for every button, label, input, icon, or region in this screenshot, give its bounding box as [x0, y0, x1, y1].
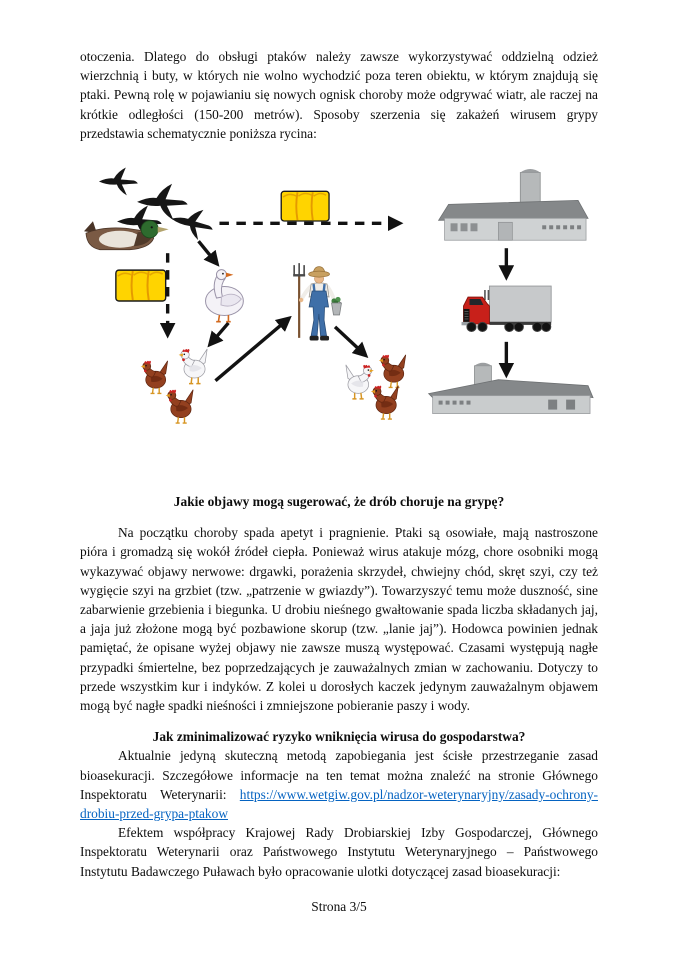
- chicken-flock-left-icon: [141, 349, 207, 423]
- poultry-house-top-icon: [439, 169, 588, 240]
- page-number: Strona 3/5: [311, 899, 367, 914]
- arrow-goose-to-flock: [210, 323, 228, 344]
- intro-paragraph: otoczenia. Dlatego do obsługi ptaków należy zawsze wykorzystywać oddzielną odzież wierzchnią i buty, w których nie wolno wychodzić poza teren obiektu, w którym znajdują się ptaki. Pewną rolę w pojawianiu się nowych ognisk choroby może odgrywać wiatr, ale raczej na krótkie odległości (150-200 metrów). Sposoby szerzenia się zakażeń wirusem grypy przedstawia schematycznie poniższa rycina:: [80, 49, 598, 141]
- truck-icon: [462, 286, 552, 331]
- wetgiw-hyperlink[interactable]: https://www.wetgiw.gov.pl/nadzor-weterynaryjny/zasady-ochrony-drobiu-przed-grypa-ptakow: [80, 786, 598, 822]
- arrow-birds-to-goose: [199, 241, 217, 263]
- collaboration-paragraph: Efektem współpracy Krajowej Rady Drobiarskiej Izby Gospodarczej, Głównego Inspektoratu Weterynarii oraz Państwowego Instytutu Weterynaryjnego – Państwowego Instytutu Badawczego Puławach było opracowanie ulotki dotyczącej zasad bioasekuracji:: [80, 825, 598, 879]
- prevention-heading: Jak zminimalizować ryzyko wniknięcia wirusa do gospodarstwa?: [152, 729, 526, 745]
- prevention-paragraph: [80, 746, 598, 823]
- hay-bale-top-icon: [281, 191, 329, 221]
- transmission-diagram-svg: [80, 156, 598, 446]
- symptoms-heading: Jakie objawy mogą sugerować, że drób choruje na grypę?: [173, 494, 505, 510]
- poultry-house-bottom-icon: [429, 363, 593, 414]
- arrow-farmer-to-flock2: [335, 327, 365, 355]
- farmer-icon: [293, 263, 341, 340]
- hay-bale-left-icon: [116, 270, 166, 301]
- chicken-flock-right-icon: [346, 355, 406, 419]
- arrow-flock-to-farmer: [215, 319, 288, 381]
- symptoms-paragraph: Na początku choroby spada apetyt i pragnienie. Ptaki są osowiałe, mają nastroszone pióra i gromadzą się wokół źródeł ciepła. Ponieważ wirus atakuje mózg, chore osobniki mogą wykazywać objawy nerwowe: drgawki, porażenia skrzydeł, chwiejny chód, skręt szyi, czy też wygięcie szyi na grzbiet (tzw. „patrzenie w gwiazdy”). Towarzyszyć temu może duszność, sine zabarwienie grzebienia i biegunka. U drobiu nieśnego gwałtowanie spada liczba składanych jaj, a jaja już złożone mogą być pozbawione skorup (tzw. „lanie jaj”). Hodowca powinien jednak pamiętać, że opisane wyżej objawy nie zawsze muszą występować. Czasami występują nagłe przypadki śmiertelne, bez poprzedzających je zauważalnych zmian w zachowaniu. Dotyczy to przede wszystkim kur i indyków. Z kolei u dorosłych kaczek jedynym zauważalnym objawem mogą być nagłe spadki nieśności i zmniejszone pobieranie paszy i wody.: [80, 525, 598, 714]
- wild-duck-icon: [84, 221, 169, 250]
- prevention-text: Aktualnie jedyną skuteczną metodą zapobiegania jest ścisłe przestrzeganie zasad bioasekuracji. Szczegółowe informacje na ten temat można znaleźć na stronie Głównego Inspektoratu Weterynarii:: [80, 748, 598, 802]
- transmission-diagram: [80, 156, 598, 446]
- goose-icon: [206, 270, 244, 322]
